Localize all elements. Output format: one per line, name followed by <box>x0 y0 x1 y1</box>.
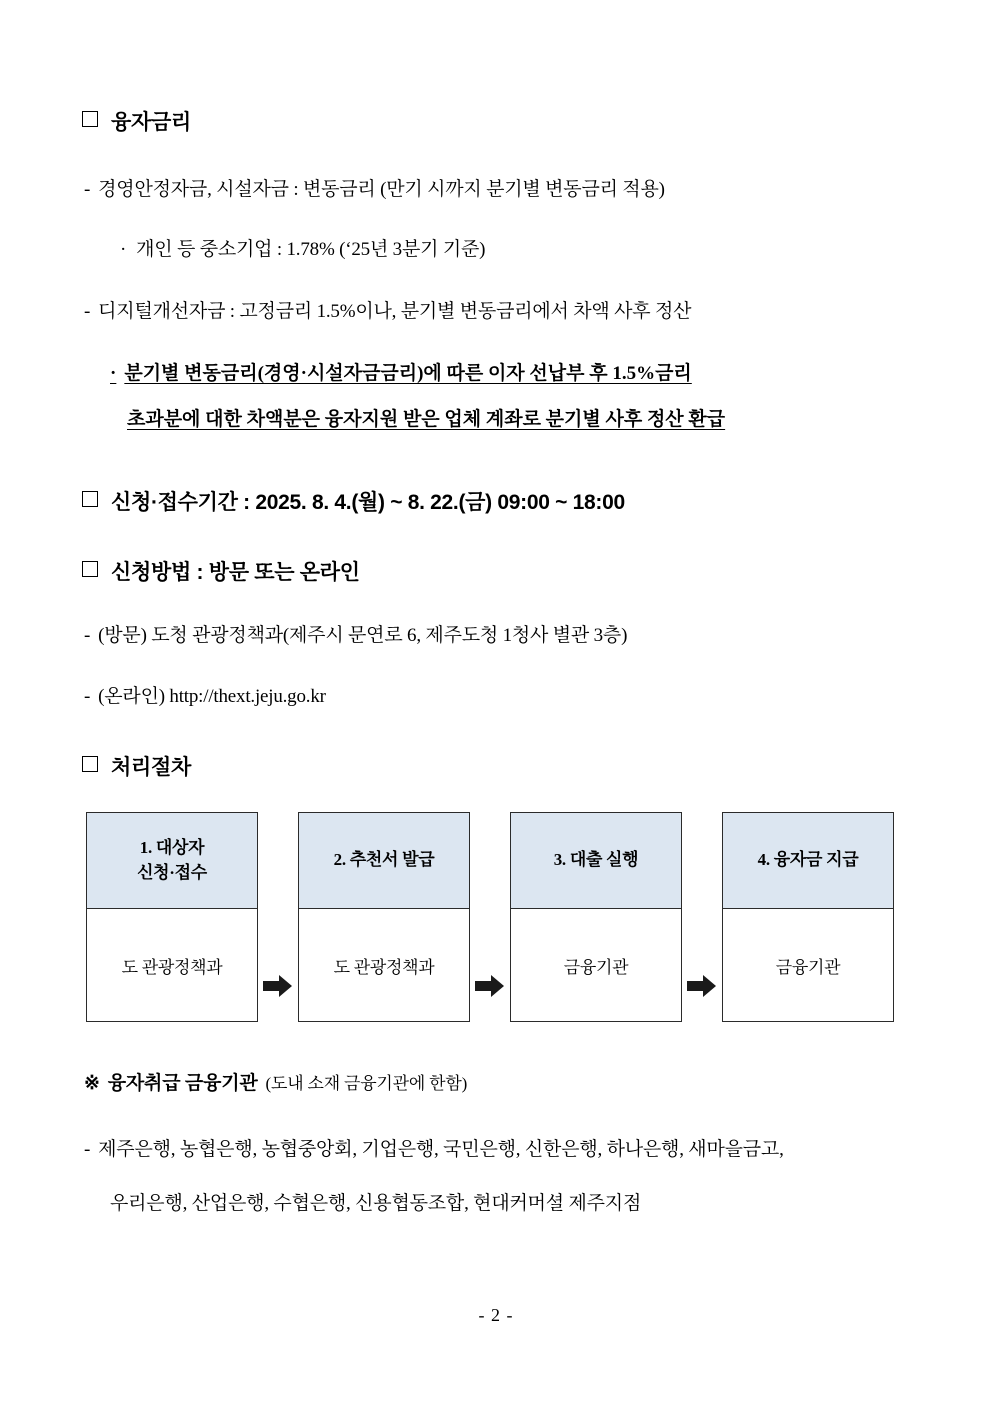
dash-marker: - <box>84 179 91 200</box>
section-heading-application-method: 신청방법 : 방문 또는 온라인 <box>0 560 360 585</box>
flow-step-1-title <box>87 813 257 909</box>
flow-step-1-title-line2: 신청·접수 <box>137 862 207 882</box>
interest-rate-line-5 <box>127 404 725 431</box>
right-arrow-icon <box>258 966 298 1006</box>
dot-marker: · <box>120 239 127 260</box>
dash-marker: - <box>84 1139 91 1160</box>
flow-step-3 <box>510 812 682 1022</box>
right-arrow-icon <box>470 966 510 1006</box>
flow-step-4-title <box>723 813 893 909</box>
line-text: 분기별 변동금리(경영·시설자금금리)에 따른 이자 선납부 후 1.5%금리 <box>124 363 692 384</box>
flow-step-3-org: 금융기관 <box>563 957 629 977</box>
square-bullet-icon <box>82 491 98 507</box>
line-text: (방문) 도청 관광정책과(제주시 문연로 6, 제주도청 1청사 별관 3층) <box>98 625 628 646</box>
line-text: 우리은행, 산업은행, 수협은행, 신용협동조합, 현대커머셜 제주지점 <box>110 1193 642 1214</box>
footnote-line-1 <box>0 1138 784 1162</box>
flow-step-1-org: 도 관광정책과 <box>121 957 223 977</box>
footnote-title: 융자취급 금융기관 <box>107 1073 258 1094</box>
line-text: 경영안정자금, 시설자금 : 변동금리 (만기 시까지 분기별 변동금리 적용) <box>98 179 665 200</box>
dash-marker: - <box>84 301 91 322</box>
interest-rate-line-2 <box>0 238 485 262</box>
flow-step-2-title-line1: 2. 추천서 발급 <box>333 850 435 870</box>
square-bullet-icon <box>82 561 98 577</box>
flow-step-1 <box>86 812 258 1022</box>
interest-rate-line-4 <box>110 358 692 385</box>
reference-mark-icon: ※ <box>84 1073 100 1094</box>
square-bullet-icon <box>82 111 98 127</box>
footnote-heading <box>84 1068 467 1095</box>
line-text: 초과분에 대한 차액분은 융자지원 받은 업체 계좌로 분기별 사후 정산 환급 <box>127 409 726 430</box>
flow-step-2-title <box>299 813 469 909</box>
section-heading-interest-rate: 융자금리 <box>0 110 191 135</box>
footnote-qualifier: (도내 소재 금융기관에 한함) <box>265 1074 468 1093</box>
flow-step-3-title <box>511 813 681 909</box>
right-arrow-icon <box>682 966 722 1006</box>
flow-step-3-title-line1: 3. 대출 실행 <box>553 850 639 870</box>
page-number: - 2 - <box>478 1305 514 1325</box>
line-text: 개인 등 중소기업 : 1.78% (‘25년 3분기 기준) <box>136 239 486 260</box>
square-bullet-icon <box>82 756 98 772</box>
flow-step-1-title-line1: 1. 대상자 <box>139 837 205 857</box>
footnote-line-2 <box>26 1192 641 1216</box>
line-text: 디지털개선자금 : 고정금리 1.5%이나, 분기별 변동금리에서 차액 사후 정산 <box>98 301 692 322</box>
interest-rate-line-1 <box>0 178 665 202</box>
application-method-line-2[interactable] <box>0 685 326 709</box>
flow-step-2-org: 도 관광정책과 <box>333 957 435 977</box>
procedure-flow-diagram <box>86 812 894 1022</box>
dash-marker: - <box>84 686 91 707</box>
interest-rate-line-3 <box>0 300 691 324</box>
section-heading-application-period: 신청·접수기간 : 2025. 8. 4.(월) ~ 8. 22.(금) 09:00 ~ 18:00 <box>0 490 625 515</box>
dot-marker: · <box>110 363 117 384</box>
flow-step-4-org: 금융기관 <box>775 957 841 977</box>
section-heading-procedure: 처리절차 <box>0 755 191 780</box>
online-url-text[interactable]: (온라인) http://thext.jeju.go.kr <box>98 686 326 707</box>
flow-step-2 <box>298 812 470 1022</box>
flow-step-4 <box>722 812 894 1022</box>
line-text: 제주은행, 농협은행, 농협중앙회, 기업은행, 국민은행, 신한은행, 하나은행, 새마을금고, <box>98 1139 784 1160</box>
dash-marker: - <box>84 625 91 646</box>
application-method-line-1 <box>0 624 627 648</box>
flow-step-4-title-line1: 4. 융자금 지급 <box>757 850 859 870</box>
